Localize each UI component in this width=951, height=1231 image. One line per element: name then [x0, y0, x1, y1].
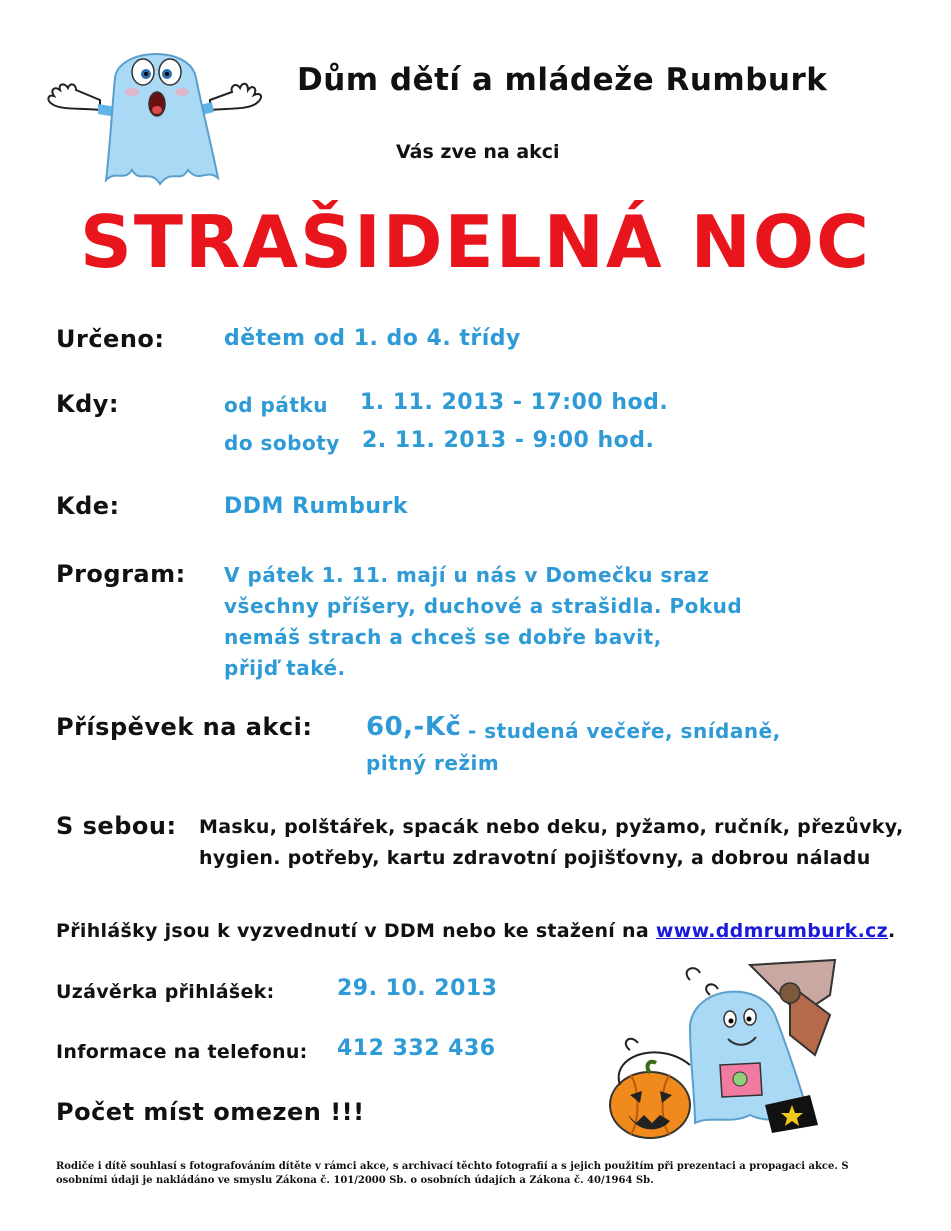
invite-text: Vás zve na akci — [396, 141, 560, 163]
value-phone: 412 332 436 — [337, 1036, 496, 1061]
legal-disclaimer: Rodiče i dítě souhlasí s fotografováním dítěte v rámci akce, s archivací těchto fotografií a s jejich použitím při prezentaci a propagaci akce. S osobními údaji je nakládáno ve smyslu Zákona č. 101/2000 Sb. o osobních údajích a Zákona č. 40/1964 Sb. — [56, 1161, 849, 1186]
bring-line: Masku, polštářek, spacák nebo deku, pyžamo, ručník, přezůvky, — [199, 816, 904, 838]
event-title: STRAŠIDELNÁ NOC — [80, 200, 871, 284]
fee-note: pitný režim — [366, 751, 500, 775]
label-program: Program: — [56, 560, 186, 588]
program-line: nemáš strach a chceš se dobře bavit, — [224, 625, 662, 649]
website-link[interactable]: www.ddmrumburk.cz — [655, 920, 889, 942]
label-intended-for: Určeno: — [56, 325, 165, 353]
registration-text-body: Přihlášky jsou k vyzvednutí v DDM nebo ke stažení na — [56, 920, 649, 942]
when-to-value: 2. 11. 2013 - 9:00 hod. — [362, 428, 655, 453]
organization-name: Dům dětí a mládeže Rumburk — [297, 62, 828, 98]
fee-note: - studená večeře, snídaně, — [468, 719, 781, 743]
when-from-prefix: od pátku — [224, 393, 328, 417]
program-line: všechny příšery, duchové a strašidla. Pokud — [224, 594, 743, 618]
label-when: Kdy: — [56, 390, 120, 418]
value-intended-for: dětem od 1. do 4. třídy — [224, 326, 521, 351]
program-line: V pátek 1. 11. mají u nás v Domečku sraz — [224, 563, 710, 587]
limited-places: Počet míst omezen !!! — [56, 1098, 365, 1126]
label-where: Kde: — [56, 492, 120, 520]
value-deadline: 29. 10. 2013 — [337, 976, 498, 1001]
ghost-illustration — [40, 38, 270, 188]
program-line: přijď také. — [224, 656, 346, 680]
label-fee: Příspěvek na akci: — [56, 713, 313, 741]
when-from-value: 1. 11. 2013 - 17:00 hod. — [360, 390, 669, 415]
label-deadline: Uzávěrka přihlášek: — [56, 981, 275, 1003]
registration-text — [56, 920, 896, 942]
ghost-with-pumpkin-illustration — [600, 955, 840, 1145]
value-where: DDM Rumburk — [224, 494, 408, 519]
when-to-prefix: do soboty — [224, 431, 340, 455]
label-phone: Informace na telefonu: — [56, 1041, 308, 1063]
fee-amount: 60,-Kč — [366, 712, 462, 742]
bring-line: hygien. potřeby, kartu zdravotní pojišťovny, a dobrou náladu — [199, 847, 871, 869]
registration-text-suffix: . — [888, 920, 896, 942]
label-bring: S sebou: — [56, 812, 177, 840]
